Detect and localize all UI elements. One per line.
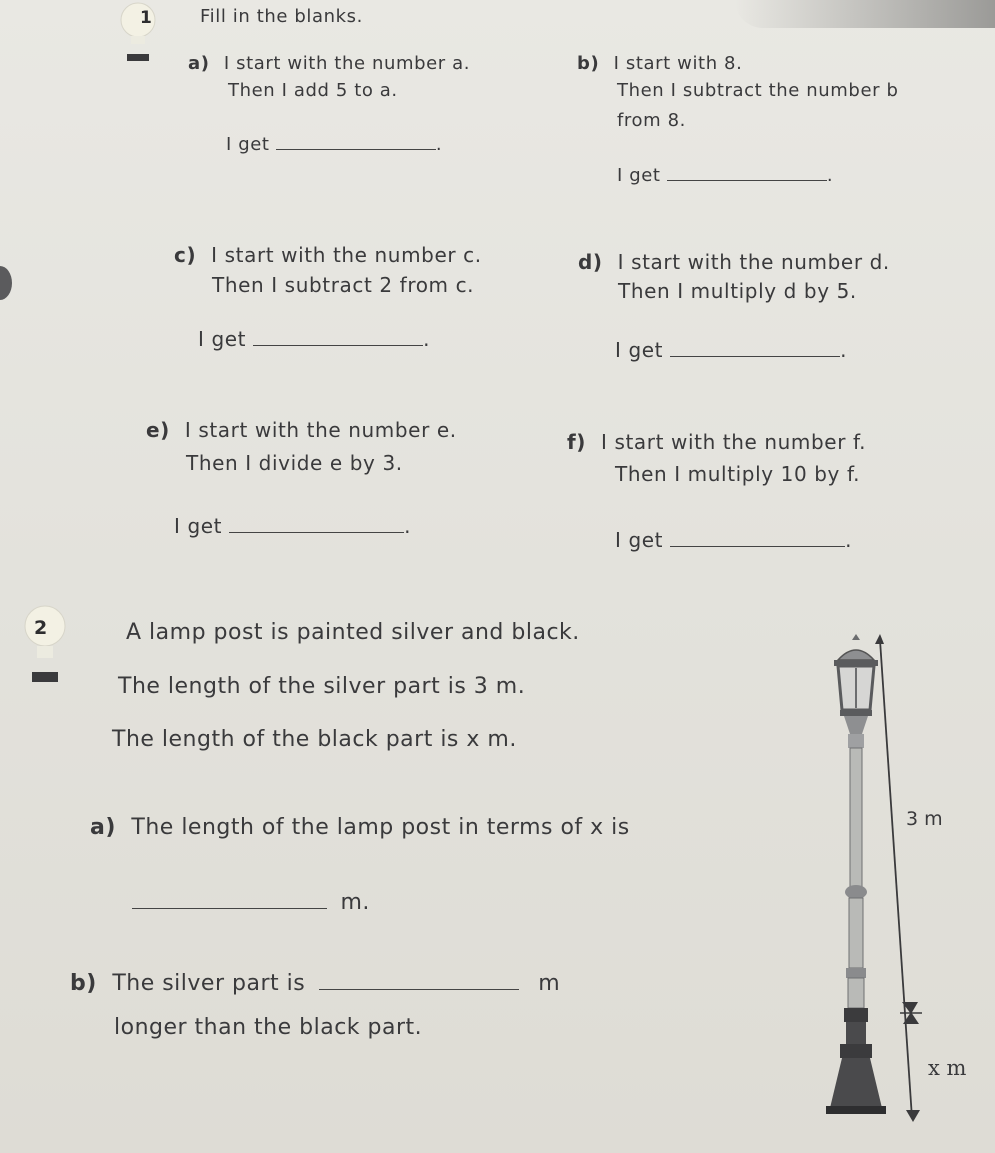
- question-2a-answer-row: [132, 890, 370, 915]
- lamp-lantern: [834, 634, 878, 734]
- part-d-answer-blank[interactable]: [670, 356, 840, 357]
- question-2b-label: b): [70, 971, 97, 996]
- part-f-line-1: [567, 430, 866, 454]
- part-c-answer-blank[interactable]: [253, 345, 423, 346]
- part-d-text-1: I start with the number d.: [617, 250, 890, 274]
- part-b-answer-row: [617, 165, 833, 186]
- lamp-silver-part: [845, 734, 867, 1008]
- question-2-line-1: A lamp post is painted silver and black.: [126, 620, 580, 645]
- part-c-dot: .: [423, 327, 431, 351]
- lightbulb-icon: [24, 604, 66, 684]
- part-e-text-1: I start with the number e.: [184, 418, 457, 442]
- part-a-line-1: [188, 53, 470, 74]
- part-b-line-1: [577, 53, 742, 74]
- question-1-instruction: Fill in the blanks.: [200, 6, 363, 27]
- part-a-answer-blank[interactable]: [276, 149, 436, 150]
- part-e-line-2: Then I divide e by 3.: [186, 451, 403, 475]
- part-a-get-text: I get: [226, 134, 270, 155]
- part-e-label: e): [146, 418, 170, 442]
- question-2b-text: The silver part is: [112, 971, 306, 996]
- part-c-get-text: I get: [198, 327, 247, 351]
- part-e-answer-row: [174, 514, 411, 538]
- part-e-answer-blank[interactable]: [229, 532, 404, 533]
- question-2b-answer-blank[interactable]: [319, 989, 519, 990]
- part-d-label: d): [578, 250, 603, 274]
- part-c-line-2: Then I subtract 2 from c.: [212, 273, 475, 297]
- part-d-line-2: Then I multiply d by 5.: [618, 279, 857, 303]
- part-f-answer-blank[interactable]: [670, 546, 845, 547]
- lamp-post-diagram: [800, 630, 990, 1130]
- question-2a-answer-blank[interactable]: [132, 908, 327, 909]
- question-2-line-2: The length of the silver part is 3 m.: [118, 674, 526, 699]
- part-d-line-1: [578, 250, 890, 274]
- part-f-text-1: I start with the number f.: [601, 430, 867, 454]
- part-c-label: c): [174, 243, 197, 267]
- lamp-black-part: [826, 1008, 886, 1114]
- binder-hole: [0, 266, 12, 300]
- question-2b-unit: m: [538, 971, 561, 996]
- part-d-dot: .: [840, 338, 848, 362]
- question-2a-unit: m.: [340, 890, 370, 915]
- question-1-number: 1: [140, 8, 152, 28]
- part-d-answer-row: [615, 338, 847, 362]
- part-f-dot: .: [845, 528, 853, 552]
- part-a-label: a): [188, 53, 210, 74]
- part-e-line-1: [146, 418, 457, 442]
- part-b-text-1: I start with 8.: [613, 53, 743, 74]
- part-f-answer-row: [615, 528, 852, 552]
- part-b-answer-blank[interactable]: [667, 180, 827, 181]
- part-a-line-2: Then I add 5 to a.: [228, 80, 398, 101]
- question-2a-row: [90, 815, 630, 840]
- part-b-dot: .: [826, 165, 834, 186]
- part-f-get-text: I get: [615, 528, 664, 552]
- question-2-number: 2: [34, 617, 48, 639]
- black-length-label: x m: [928, 1056, 967, 1080]
- part-a-answer-row: [226, 134, 442, 155]
- question-2b-row: [70, 971, 560, 996]
- part-b-line-3: from 8.: [617, 110, 686, 131]
- part-d-get-text: I get: [615, 338, 664, 362]
- part-e-get-text: I get: [174, 514, 223, 538]
- part-c-line-1: [174, 243, 482, 267]
- part-f-line-2: Then I multiply 10 by f.: [615, 462, 861, 486]
- photo-shadow: [735, 0, 995, 28]
- part-b-get-text: I get: [617, 165, 661, 186]
- question-2a-label: a): [90, 815, 116, 840]
- question-2-line-3: The length of the black part is x m.: [112, 727, 517, 752]
- part-c-answer-row: [198, 327, 430, 351]
- part-b-line-2: Then I subtract the number b: [617, 80, 899, 101]
- part-e-dot: .: [404, 514, 412, 538]
- silver-length-label: 3 m: [906, 808, 943, 830]
- part-f-label: f): [567, 430, 587, 454]
- question-2a-text: The length of the lamp post in terms of x is: [131, 815, 630, 840]
- part-b-label: b): [577, 53, 600, 74]
- measurement-arrows: [875, 634, 922, 1122]
- question-2b-line-2: longer than the black part.: [114, 1015, 423, 1040]
- part-a-text-1: I start with the number a.: [223, 53, 471, 74]
- part-c-text-1: I start with the number c.: [211, 243, 482, 267]
- part-a-dot: .: [435, 134, 443, 155]
